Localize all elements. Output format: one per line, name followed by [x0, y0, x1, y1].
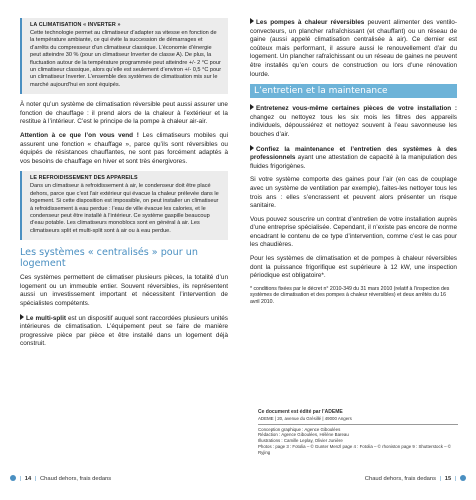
box-text: Cette technologie permet au climatiseur d’adapter sa vitesse en fonction de la température ambiante, ce qui évite la succession de démarrages et d’arrêts du compresseur d’un climatiseur classique. L’économie d’énergie peut atteindre 30 % (pour un climatiseur Inverter de classe A). De plus, la fluctuation autour de la température programmée peut atteindre +/- 2 °C pour un climatiseur classique, alors qu’elle est seulement d’environ +/- 0,5 °C pour un climatiseur Inverter. L’ensemble des systèmes de climatisation mis sur le marché aujourd’hui en sont équipés.	[30, 30, 222, 88]
paragraph-professionals	[250, 145, 457, 172]
heat-pumps-lead: Les pompes à chaleur réversibles	[256, 19, 365, 26]
credits-line: Photos : page 3 : Fotolia – © Gunter Menzl page 4 : Fotolia – © rhoniston page 9 : Shutterstock – © Ryjing	[258, 443, 452, 455]
paragraph: Pour les systèmes de climatisation et de pompes à chaleur réversibles dont la puissance frigorifique est supérieure à 12 kW, une inspection périodique est obligatoire*.	[250, 255, 457, 280]
footer-left	[10, 475, 111, 482]
paragraph: Si votre système comporte des gaines pour l’air (en cas de couplage avec un système de ventilation par exemple), faites-les nettoyer tous les trois ans : elles s’encrassent et peuvent alors présenter un risque sanitaire.	[250, 176, 457, 210]
credits-line: Conception graphique : Agence Giboulées	[258, 426, 341, 432]
professionals-text: ayant une attestation de capacité à la manipulation des fluides frigorigènes.	[250, 154, 457, 170]
box-title: LE REFROIDISSEMENT DES APPAREILS	[30, 175, 138, 182]
footer-title: Chaud dehors, frais dedans	[364, 476, 437, 482]
page-number: 14	[24, 476, 32, 482]
left-column	[20, 18, 228, 354]
credits-block	[258, 410, 458, 456]
divider	[258, 424, 458, 425]
heat-pumps-text: peuvent alimenter des ventilo-convecteurs, un plancher rafraîchissant (et chauffant) ou un réseau de gaine (aussi appelé climatisation centralisée à air). Ce dernier est coûteux mais performant, il assure aussi le renouvellement d’air du logement. Un plancher rafraîchissant ou un réseau de gaines ne peuvent être installés qu’en cours de construction ou lors d’une rénovation lourde.	[250, 19, 457, 78]
paragraph-heat-pumps	[250, 18, 457, 79]
paragraph-warning	[20, 132, 228, 166]
separator: |	[34, 476, 37, 482]
paragraph: Ces systèmes permettent de climatiser plusieurs pièces, la totalité d’un logement ou un immeuble entier. Souvent réversibles, ils représentent aussi un investissement important et nécessitent l’intervention de spécialistes compétents.	[20, 274, 228, 308]
page-dot-icon	[10, 475, 16, 481]
arrow-bullet-icon	[250, 104, 254, 110]
inverter-info-box	[20, 18, 228, 94]
box-title: LA CLIMATISATION « INVERTER »	[30, 22, 121, 28]
paragraph-maintain	[250, 104, 457, 139]
maintenance-banner: L’entretien et la maintenance	[250, 84, 457, 98]
paragraph-multisplit	[20, 314, 228, 349]
paragraph: À noter qu’un système de climatisation réversible peut aussi assurer une fonction de chauffage : il prend alors de la chaleur à l’extérieur et la restitue à l’intérieur. C’est le principe de la pompe à chaleur air-air.	[20, 101, 228, 126]
separator: |	[454, 476, 457, 482]
section-heading: Les systèmes « centralisés » pour un logement	[20, 247, 198, 270]
credits-address: ADEME | 20, avenue du Grésillé | 49000 Angers	[258, 415, 352, 421]
multisplit-lead: Le multi-split	[26, 314, 66, 322]
credits-line: Illustrations : Camille Leplay, Olivier Junière	[258, 438, 343, 444]
footer-right	[365, 475, 466, 482]
box-text: Dans un climatiseur à refroidissement à air, le condenseur doit être placé dehors, parce que c’est l’air extérieur qui évacue la chaleur prélevée dans le logement. Si cette disposition est impossible, on peut installer un climatiseur à refroidissement à eau perdue : l’eau de ville évacue les calories, et le condenseur peut être installé à l’intérieur. Ce système gaspille beaucoup d’eau potable. Les climatiseurs monoblocs sont en général à air. Les climatiseurs split et multi-split sont à air ou à eau perdue.	[30, 183, 219, 234]
warning-text: Les climatiseurs mobiles qui assurent une fonction « chauffage », parce qu’ils sont réversibles ou équipés de résistances chauffantes, ne sont pas forcément adaptés à vos besoins de chauffage en hiver et sont très énergivores.	[20, 132, 228, 165]
professionals-lead: Confiez la maintenance et l’entretien des systèmes à des professionnels	[250, 145, 457, 162]
credits-title: Ce document est édité par l’ADEME	[258, 409, 343, 415]
right-column	[250, 18, 457, 311]
separator: |	[19, 476, 22, 482]
warning-lead: Attention à ce que l’on vous vend !	[20, 132, 139, 140]
separator: |	[439, 476, 442, 482]
multisplit-text: est un dispositif auquel sont raccordées plusieurs unités intérieures de climatisation. L’équipement peut se faire de manière progressive pièce par pièce et être installé dans un logement déjà construit.	[20, 314, 229, 348]
cooling-info-box	[20, 171, 228, 240]
footer-title: Chaud dehors, frais dedans	[39, 476, 112, 482]
maintain-lead: Entretenez vous-même certaines pièces de votre installation :	[256, 105, 457, 113]
footnote: * conditions fixées par le décret n° 2010-349 du 31 mars 2010 (relatif à l’inspection des systèmes de climatisation et des pompes à chaleur réversibles) et deux arrêtés du 16 avril 2010.	[250, 285, 450, 306]
page-number: 15	[444, 476, 452, 482]
maintain-text: changez ou nettoyez tous les six mois les filtres des appareils individuels, dépoussiérez et nettoyez souvent à l’eau savonneuse les bouches d’air.	[250, 113, 457, 138]
arrow-bullet-icon	[250, 18, 254, 24]
paragraph: Vous pouvez souscrire un contrat d’entretien de votre installation auprès d’une entreprise spécialisée. Cependant, il n’existe pas encore de norme encadrant le contenu de ce type d’intervention, comme c’est le cas pour les chaudières.	[250, 215, 457, 249]
page-dot-icon	[460, 475, 466, 481]
credits-line: Rédaction : Agence Giboulées, Hélène Bareau	[258, 432, 349, 438]
arrow-bullet-icon	[250, 145, 254, 151]
arrow-bullet-icon	[20, 314, 24, 320]
